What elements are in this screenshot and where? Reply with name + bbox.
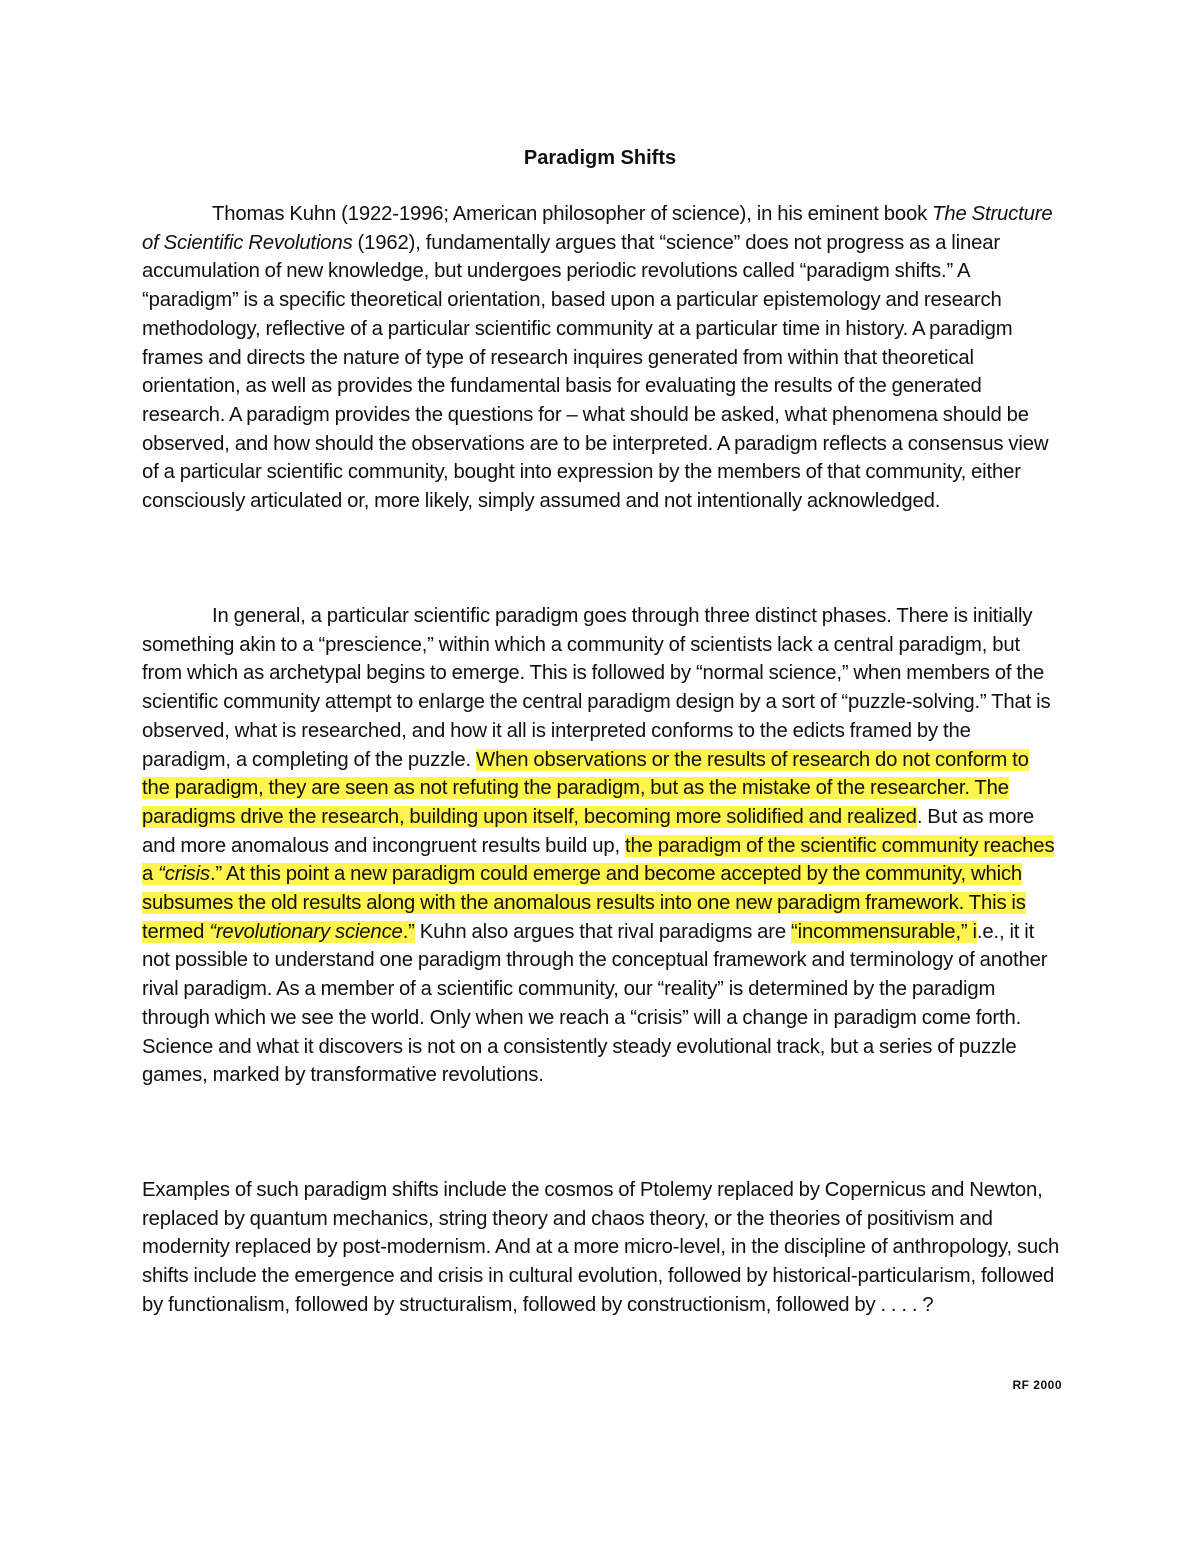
paragraph-text: Kuhn also argues that rival paradigms are — [414, 920, 792, 943]
paragraph-examples: Examples of such paradigm shifts include the cosmos of Ptolemy replaced by Copernicus and Newton, replaced by quantum mechanics, string theory and chaos theory, or the theories of positivism and modernity replaced by post-modernism. And at a more micro-level, in the discipline of anthropology, such shifts include the emergence and crisis in cultural evolution, followed by historical-particularism, followed by functionalism, followed by structuralism, followed by constructionism, followed by . . . . ? — [142, 1179, 1060, 1316]
highlighted-text: When observations or the results of research do not conform to the paradigm, they are seen as not refuting the paradigm, but as the mistake of the researcher. The paradigms drive the research, building upon itself, becoming more solidified and realized — [142, 748, 1029, 828]
highlighted-segment: .” At this point a new paradigm could emerge and become accepted by the community, which subsumes the old results along with the anomalous results into one new paradigm framework. This is termed — [142, 863, 1026, 943]
paragraph-three-phases — [142, 602, 1060, 1090]
highlighted-segment: the paradigm of the scientific community reaches a — [142, 834, 1055, 886]
paragraph-text: . But as more and more anomalous and incongruent results build up, — [142, 805, 1034, 857]
book-title: The Structure of Scientific Revolutions — [142, 203, 1053, 254]
paragraph-text: Thomas Kuhn (1922-1996; American philosopher of science), in his eminent book — [212, 203, 933, 225]
paragraph-text: .e., it it not possible to understand one paradigm through the conceptual framework and terminology of another rival paradigm. As a member of a scientific community, our “reality” is determined by the paradigm through which we see the world. Only when we reach a “crisis” will a change in paradigm come forth. Science and what it discovers is not on a consistently steady evolutional track, but a series of puzzle games, marked by transformative revolutions. — [142, 920, 1048, 1087]
paragraph-kuhn-intro — [142, 200, 1060, 516]
paragraph-text: In general, a particular scientific paradigm goes through three distinct phases. There is initially something akin to a “prescience,” within which a community of scientists lack a central paradigm, but from which as archetypal begins to emerge. This is followed by “normal science,” when members of the scientific community attempt to enlarge the central paradigm design by a sort of “puzzle-solving.” That is observed, what is researched, and how it all is interpreted conforms to the edicts framed by the paradigm, a completing of the puzzle. — [142, 605, 1051, 771]
document-title: Paradigm Shifts — [523, 147, 677, 169]
revolutionary-science-term: “revolutionary science — [209, 920, 403, 943]
signature: RF 2000 — [1012, 1378, 1062, 1392]
crisis-term: “crisis — [158, 863, 211, 886]
paragraph-text: (1962), fundamentally argues that “science” does not progress as a linear accumulation of new knowledge, but undergoes periodic revolutions called “paradigm shifts.” A “paradigm” is a specific theoretical orientation, based upon a particular epistemology and research methodology, reflective of a particular scientific community at a particular time in history. A paradigm frames and directs the nature of type of research inquires generated from within that theoretical orientation, as well as provides the fundamental basis for evaluating the results of the generated research. A paradigm provides the questions for – what should be asked, what phenomena should be observed, and how should the observations are to be interpreted. A paradigm reflects a consensus view of a particular scientific community, bought into expression by the members of that community, either consciously articulated or, more likely, simply assumed and not intentionally acknowledged. — [142, 231, 1049, 513]
incommensurable-term: “incommensurable,” i — [791, 920, 977, 943]
highlighted-segment: .” — [402, 920, 415, 943]
